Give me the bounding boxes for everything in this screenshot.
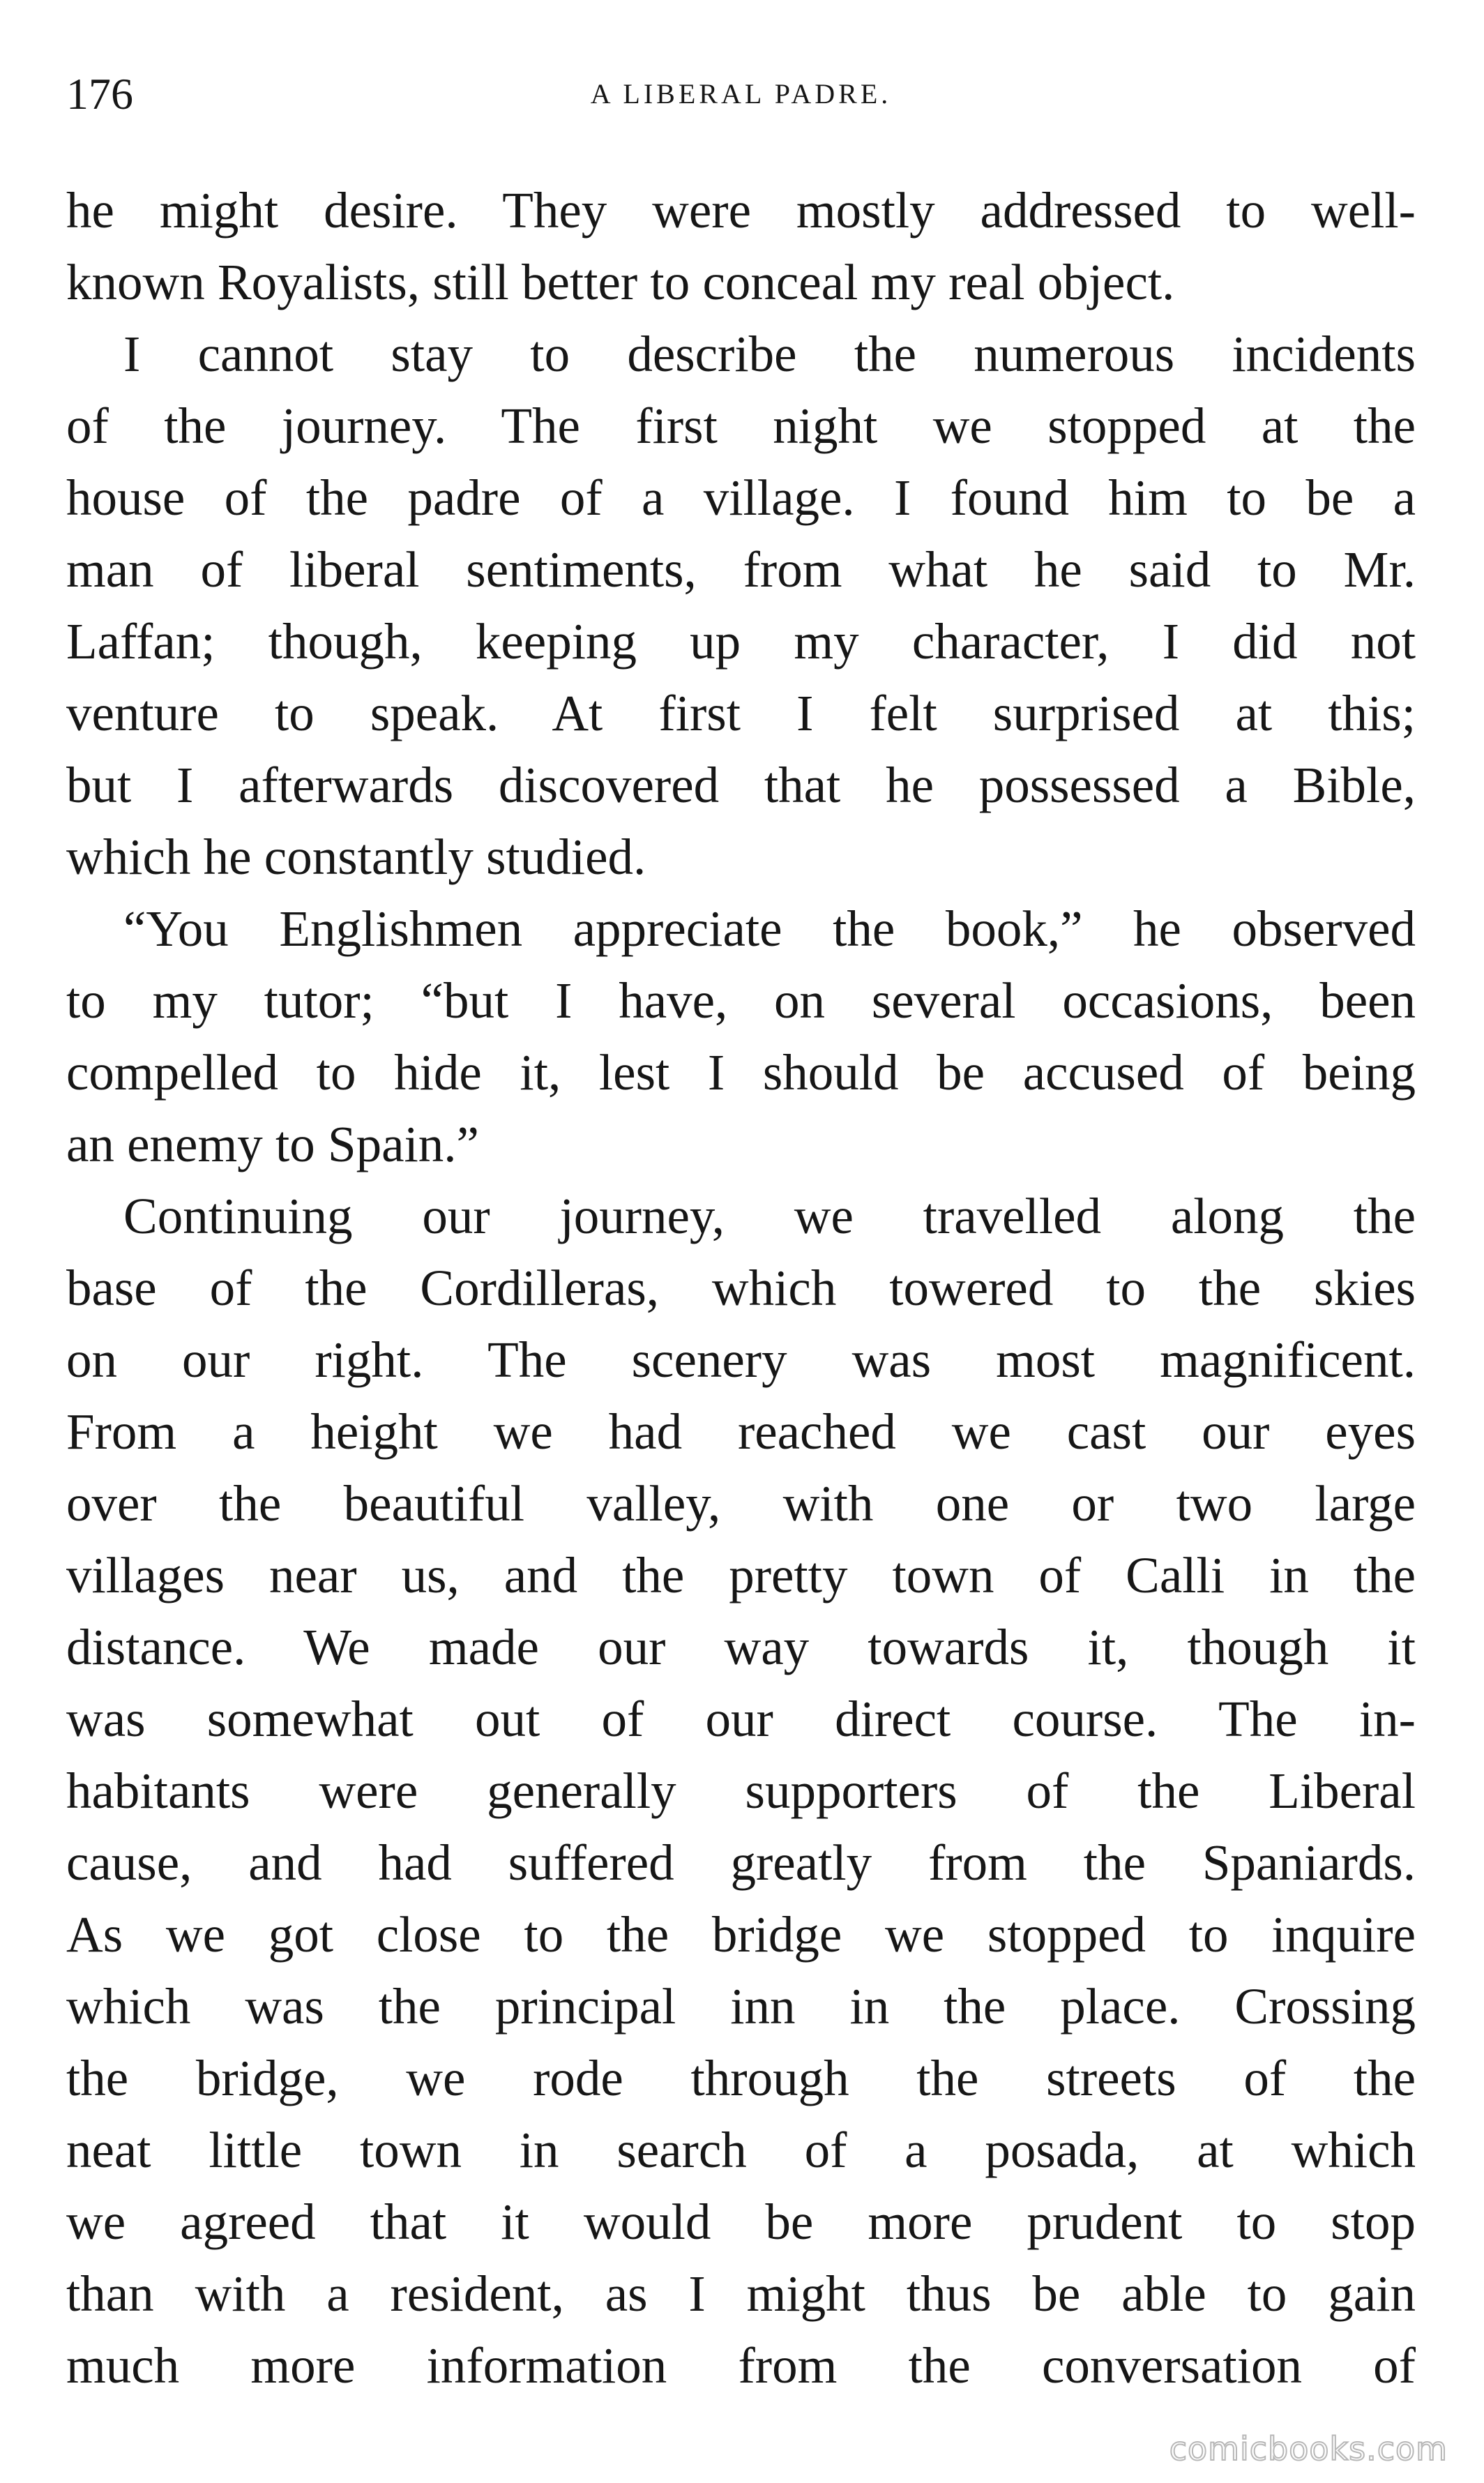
text-line: but I afterwards discovered that he possessed a Bible,: [66, 757, 1416, 813]
text-line: on our right. The scenery was most magnificent.: [66, 1331, 1416, 1388]
body-text: [66, 174, 1416, 2401]
text-line: As we got close to the bridge we stopped to inquire: [66, 1906, 1416, 1963]
text-line: I cannot stay to describe the numerous incidents: [123, 326, 1416, 382]
text-line: Laffan; though, keeping up my character, I did not: [66, 613, 1416, 670]
text-line: he might desire. They were mostly addressed to well-: [66, 182, 1416, 239]
text-line: we agreed that it would be more prudent to stop: [66, 2194, 1416, 2250]
text-line: From a height we had reached we cast our eyes: [66, 1403, 1416, 1460]
text-line: of the journey. The first night we stopped at the: [66, 398, 1416, 454]
text-line: to my tutor; “but I have, on several occasions, been: [66, 972, 1416, 1029]
text-line: cause, and had suffered greatly from the Spaniards.: [66, 1834, 1416, 1891]
text-line: neat little town in search of a posada, at which: [66, 2122, 1416, 2178]
text-line: much more information from the conversation of: [66, 2337, 1416, 2394]
text-line: base of the Cordilleras, which towered to the skies: [66, 1260, 1416, 1316]
text-line: known Royalists, still better to conceal my real object.: [66, 254, 1175, 310]
text-line: villages near us, and the pretty town of Calli in the: [66, 1547, 1416, 1603]
running-title: A LIBERAL PADRE.: [590, 78, 892, 110]
text-line: an enemy to Spain.”: [66, 1116, 479, 1172]
running-head: [66, 66, 1416, 122]
text-line: habitants were generally supporters of the Liberal: [66, 1763, 1416, 1819]
text-line: house of the padre of a village. I found him to be a: [66, 469, 1416, 526]
text-line: over the beautiful valley, with one or two large: [66, 1475, 1416, 1532]
text-line: was somewhat out of our direct course. The in-: [66, 1691, 1416, 1747]
text-line: than with a resident, as I might thus be able to gain: [66, 2265, 1416, 2322]
text-line: distance. We made our way towards it, though it: [66, 1619, 1416, 1675]
text-line: the bridge, we rode through the streets of the: [66, 2050, 1416, 2106]
text-line: which he constantly studied.: [66, 829, 646, 885]
text-line: which was the principal inn in the place. Crossing: [66, 1978, 1416, 2035]
text-line: man of liberal sentiments, from what he said to Mr.: [66, 541, 1416, 598]
text-line: “You Englishmen appreciate the book,” he observed: [123, 900, 1416, 957]
watermark: comicbooks.com: [1169, 2430, 1448, 2468]
text-line: Continuing our journey, we travelled along the: [123, 1188, 1416, 1244]
text-line: venture to speak. At first I felt surprised at this;: [66, 685, 1416, 741]
text-line: compelled to hide it, lest I should be accused of being: [66, 1044, 1416, 1101]
page-number: 176: [66, 69, 133, 119]
